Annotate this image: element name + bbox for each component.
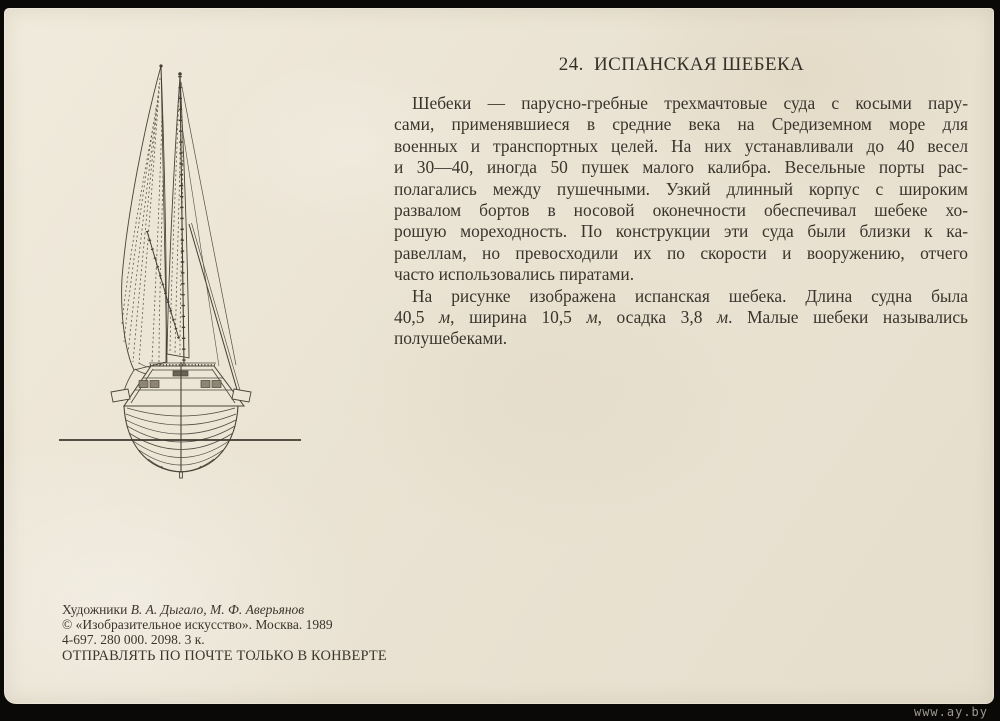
keel xyxy=(180,472,183,478)
text-line: военных и транспортных целей. На них устанавливали до 40 весел xyxy=(394,135,968,156)
text-line: и 30—40, иногда 50 пушек малого калибра. Весельные порты рас- xyxy=(394,157,968,178)
text-line: рошую мореходность. По конструкции эти суда были близки к ка- xyxy=(394,221,968,242)
text-line: 4-697. 280 000. 2098. 3 к. xyxy=(62,632,205,648)
text-line: равеллам, но превосходили их по скорости и вооружению, отчего xyxy=(394,242,968,263)
text-line: © «Изобразительное искусство». Москва. 1989 xyxy=(62,617,333,633)
text-line: Художники В. А. Дыгало, М. Ф. Аверьянов xyxy=(62,602,305,617)
text-line: часто использовались пиратами. xyxy=(394,264,635,285)
hull-bow-view xyxy=(111,362,251,478)
credits-block xyxy=(62,602,387,664)
text-line: полушебеками. xyxy=(394,328,508,349)
text-line: сами, применявшиеся в средние века на Средиземном море для xyxy=(394,114,968,135)
text-line: ОТПРАВЛЯТЬ ПО ПОЧТЕ ТОЛЬКО В КОНВЕРТЕ xyxy=(62,647,387,664)
text-line: 40,5 м, ширина 10,5 м, осадка 3,8 м. Малые шебеки назывались xyxy=(394,307,968,328)
watermark-text: www.ay.by xyxy=(913,705,988,719)
xebec-illustration xyxy=(49,56,309,486)
text-line: На рисунке изображена испанская шебека. Длина судна была xyxy=(412,285,968,306)
text-line: полагались между пушечными. Узкий длинный корпус с широким xyxy=(394,178,968,199)
description-text xyxy=(394,93,968,350)
text-line: развалом бортов в носовой оконечности обеспечивал шебеке хо- xyxy=(394,200,968,221)
text-line: Шебеки — парусно-гребные трехмачтовые суда с косыми пару- xyxy=(412,93,968,113)
postcard xyxy=(4,8,994,704)
page-title: 24. ИСПАНСКАЯ ШЕБЕКА xyxy=(558,54,805,75)
